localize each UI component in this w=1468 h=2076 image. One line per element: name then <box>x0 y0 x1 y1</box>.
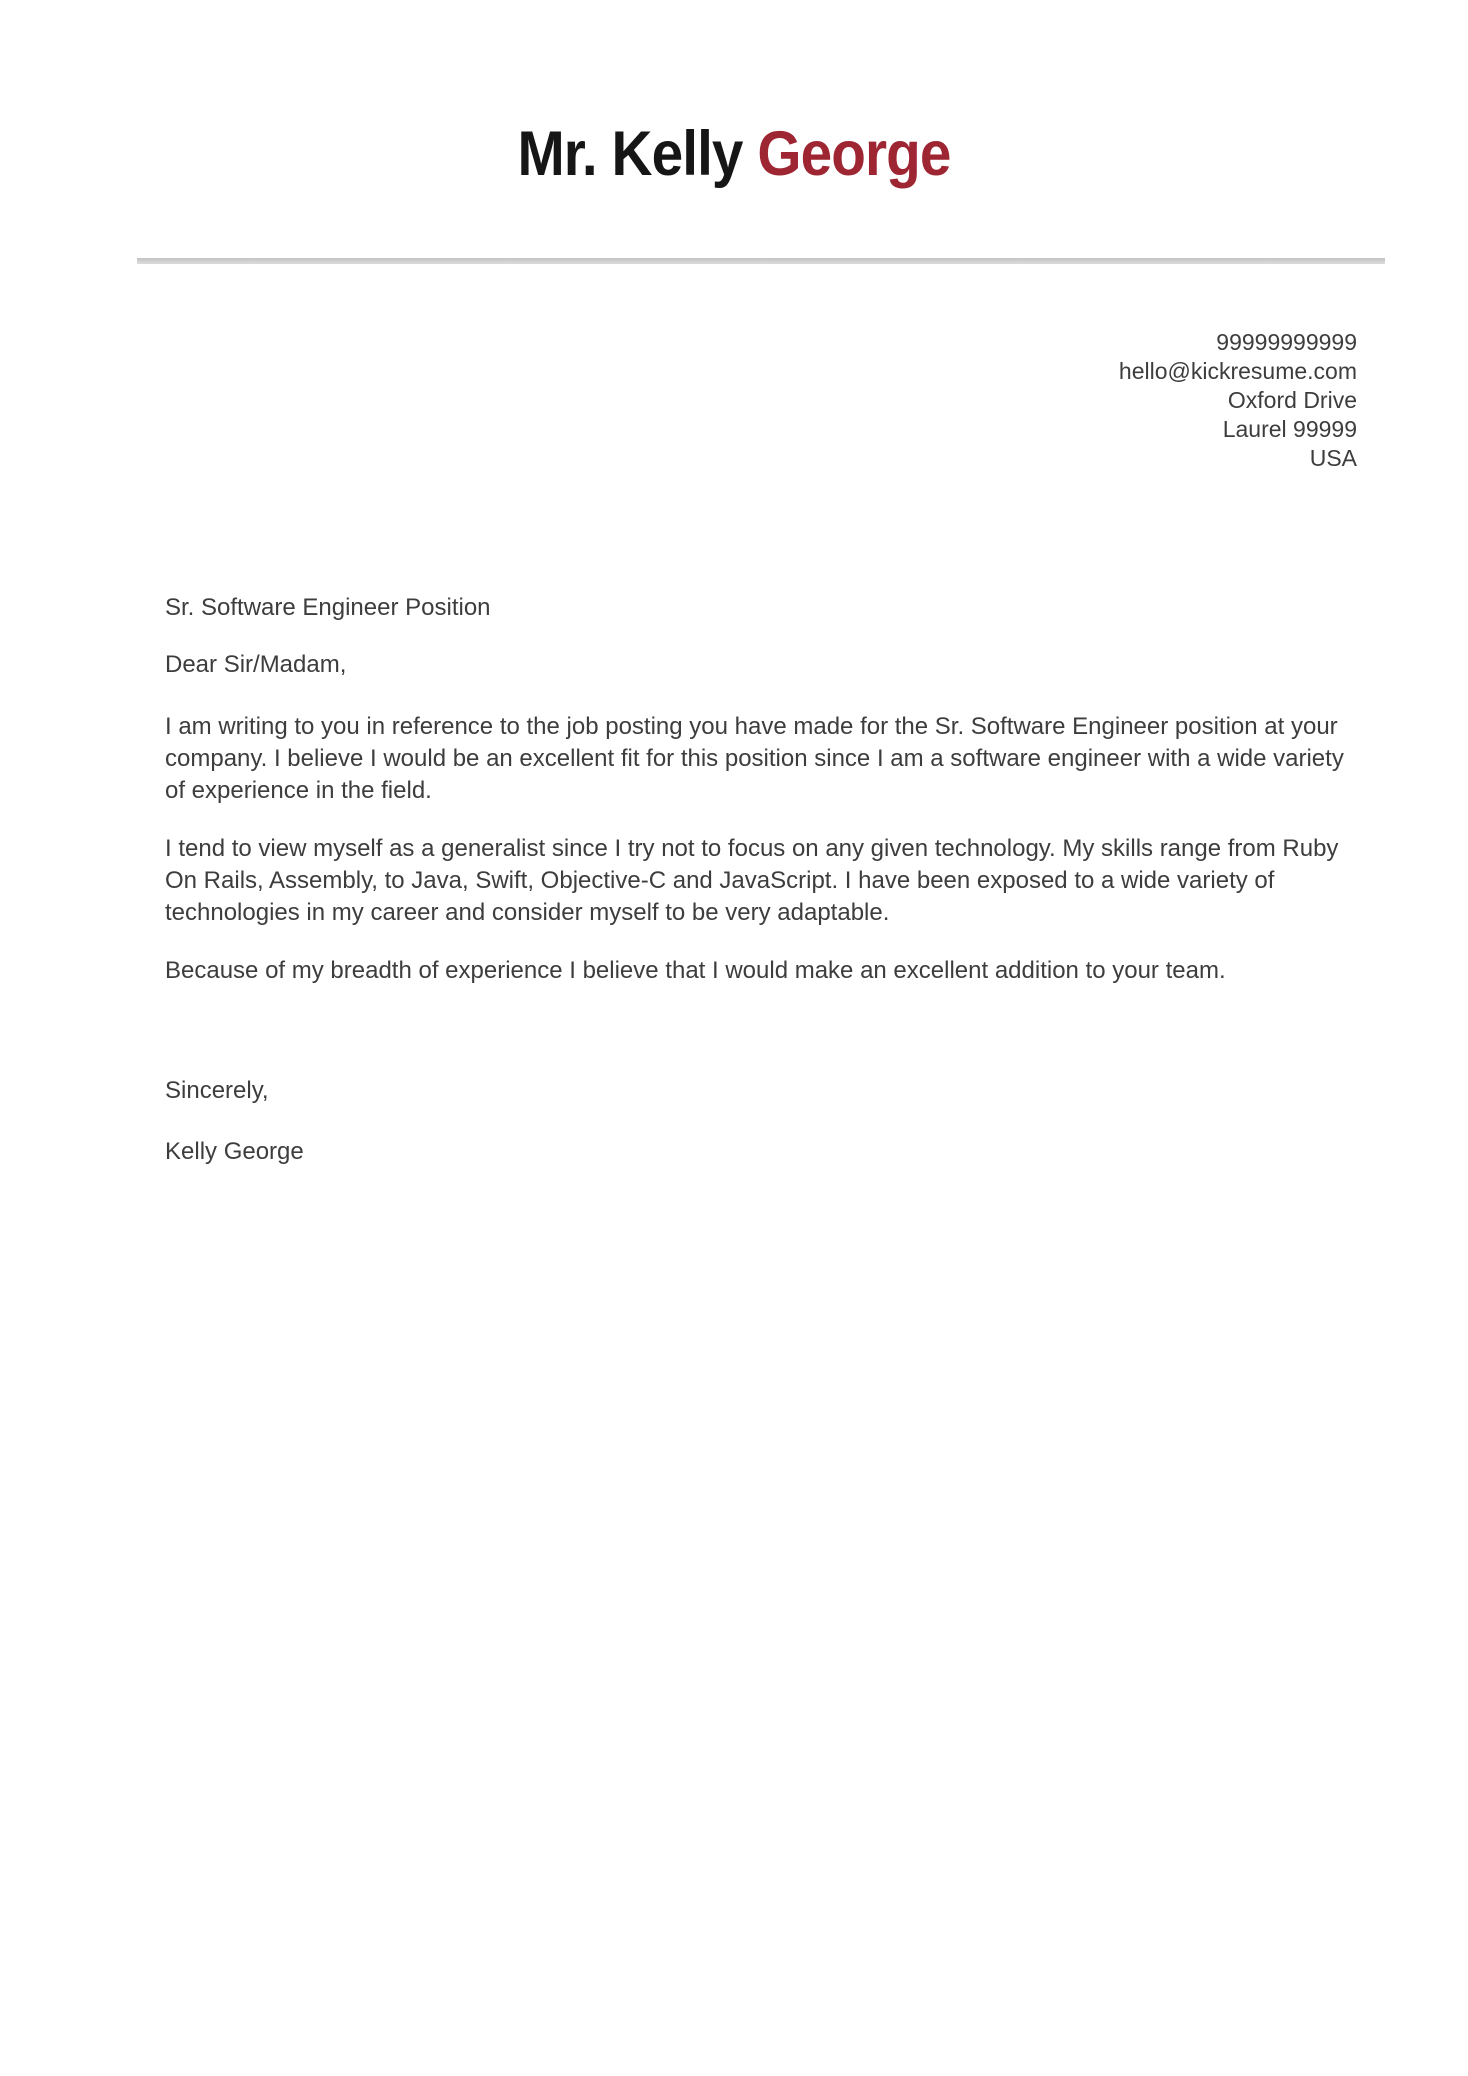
contact-email: hello@kickresume.com <box>1118 358 1357 384</box>
contact-street: Oxford Drive <box>1227 387 1357 413</box>
signature: Kelly George <box>165 1138 304 1165</box>
letter-body <box>165 592 1355 1168</box>
closing: Sincerely, <box>165 1077 269 1104</box>
contact-country: USA <box>1309 445 1357 471</box>
page-title <box>73 118 1394 190</box>
salutation: Dear Sir/Madam, <box>165 651 347 678</box>
paragraph: I am writing to you in reference to the job posting you have made for the Sr. Software Engineer position at your company. I believe I would be an excellent fit for this position since I am a software engineer with a wide variety of experience in the field. <box>165 713 1344 804</box>
contact-city: Laurel 99999 <box>1222 416 1357 442</box>
contact-phone: 99999999999 <box>1216 329 1357 355</box>
paragraph: Because of my breadth of experience I believe that I would make an excellent addition to your team. <box>165 957 1226 984</box>
contact-block <box>1119 328 1357 473</box>
title-prefix: Mr. Kelly <box>517 119 758 190</box>
paragraph: I tend to view myself as a generalist since I try not to focus on any given technology. My skills range from Ruby On Rails, Assembly, to Java, Swift, Objective-C and JavaScript. I have been exposed to a wide variety of technologies in my career and consider myself to be very adaptable. <box>165 835 1339 926</box>
header-divider <box>137 258 1385 264</box>
subject-line: Sr. Software Engineer Position <box>165 594 491 621</box>
title-accent: George <box>757 119 951 190</box>
